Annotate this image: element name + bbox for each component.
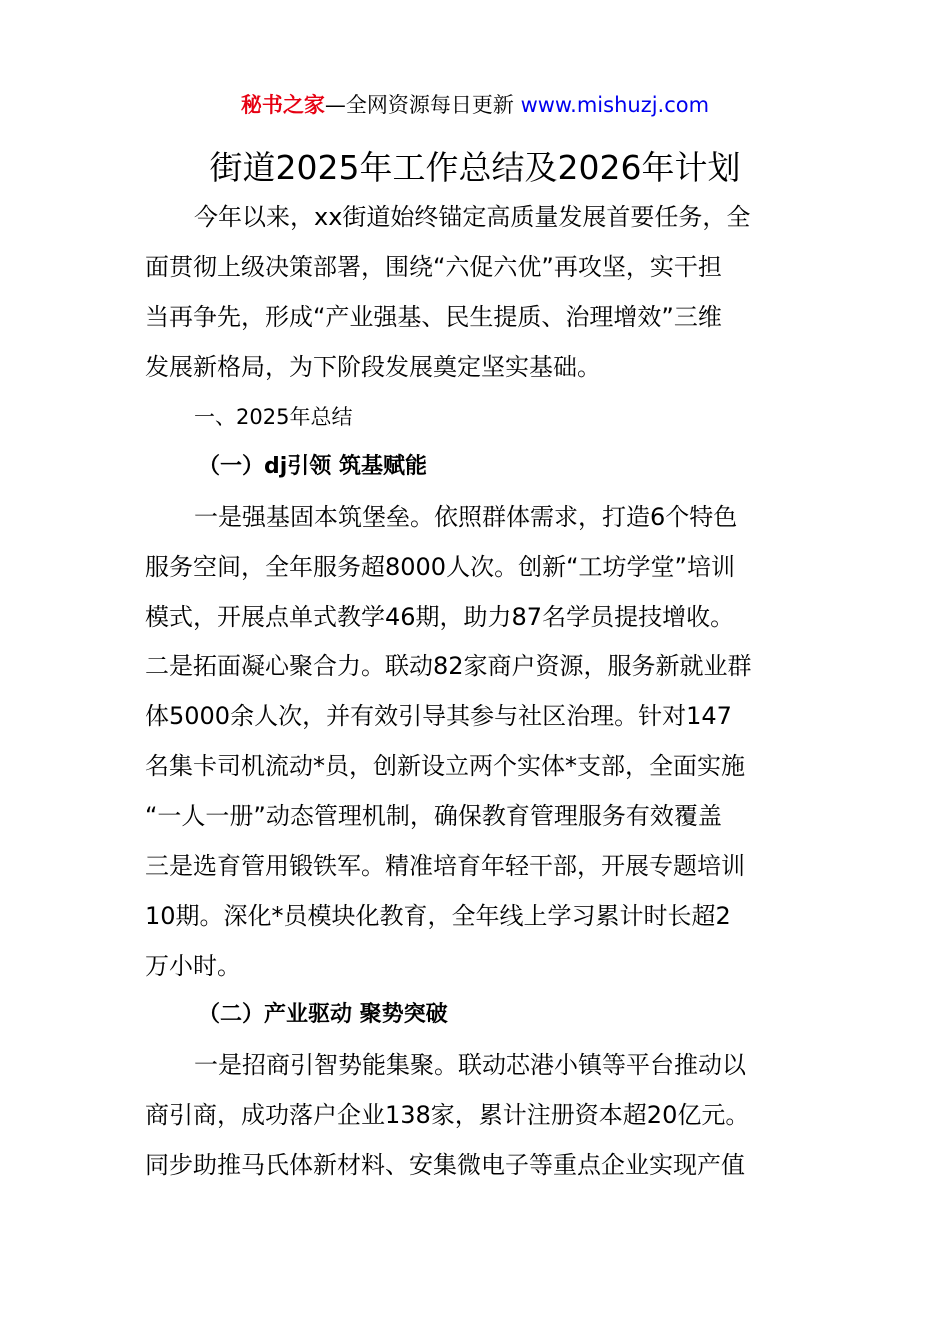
paragraph-1-line-1: 一是强基固本筑堡垒。依照群体需求，打造6个特色 (194, 503, 738, 531)
paragraph-intro-line-4: 发展新格局，为下阶段发展奠定坚实基础。 (145, 353, 601, 381)
paragraph-1-line-3: 模式，开展点单式教学46期，助力87名学员提技增收。 (145, 603, 735, 631)
paragraph-1-line-9: 10期。深化*员模块化教育，全年线上学习累计时长超2 (145, 902, 731, 930)
paragraph-2-line-1: 一是招商引智势能集聚。联动芯港小镇等平台推动以 (194, 1051, 746, 1079)
paragraph-1-line-6: 名集卡司机流动*员，创新设立两个实体*支部，全面实施 (145, 752, 745, 780)
site-tagline: —全网资源每日更新 (324, 93, 521, 117)
subsection-heading-2: （二）产业驱动 聚势突破 (198, 1002, 448, 1027)
paragraph-intro-line-2: 面贯彻上级决策部署，围绕“六促六优”再攻坚，实干担 (145, 253, 722, 281)
paragraph-1-line-10: 万小时。 (145, 952, 241, 980)
paragraph-2-line-3: 同步助推马氏体新材料、安集微电子等重点企业实现产值 (145, 1151, 745, 1179)
document-title: 街道2025年工作总结及2026年计划 (209, 148, 741, 187)
paragraph-2-line-2: 商引商，成功落户企业138家，累计注册资本超20亿元。 (145, 1101, 750, 1129)
subsection-heading-1: （一）dj引领 筑基赋能 (198, 454, 427, 479)
paragraph-intro-line-3: 当再争先，形成“产业强基、民生提质、治理增效”三维 (145, 303, 722, 331)
site-url-link[interactable]: www.mishuzj.com (520, 93, 710, 117)
site-header (0, 88, 950, 122)
site-brand: 秘书之家 (240, 93, 325, 117)
paragraph-1-line-8: 三是选育管用锻铁军。精准培育年轻干部，开展专题培训 (145, 852, 745, 880)
section-heading-summary: 一、2025年总结 (194, 405, 353, 429)
paragraph-1-line-5: 体5000余人次，并有效引导其参与社区治理。针对147 (145, 702, 732, 730)
paragraph-1-line-7: “一人一册”动态管理机制，确保教育管理服务有效覆盖 (145, 802, 722, 830)
paragraph-intro-line-1: 今年以来，xx街道始终锚定高质量发展首要任务，全 (194, 203, 751, 231)
paragraph-1-line-4: 二是拓面凝心聚合力。联动82家商户资源，服务新就业群 (145, 652, 752, 680)
paragraph-1-line-2: 服务空间，全年服务超8000人次。创新“工坊学堂”培训 (145, 553, 735, 581)
